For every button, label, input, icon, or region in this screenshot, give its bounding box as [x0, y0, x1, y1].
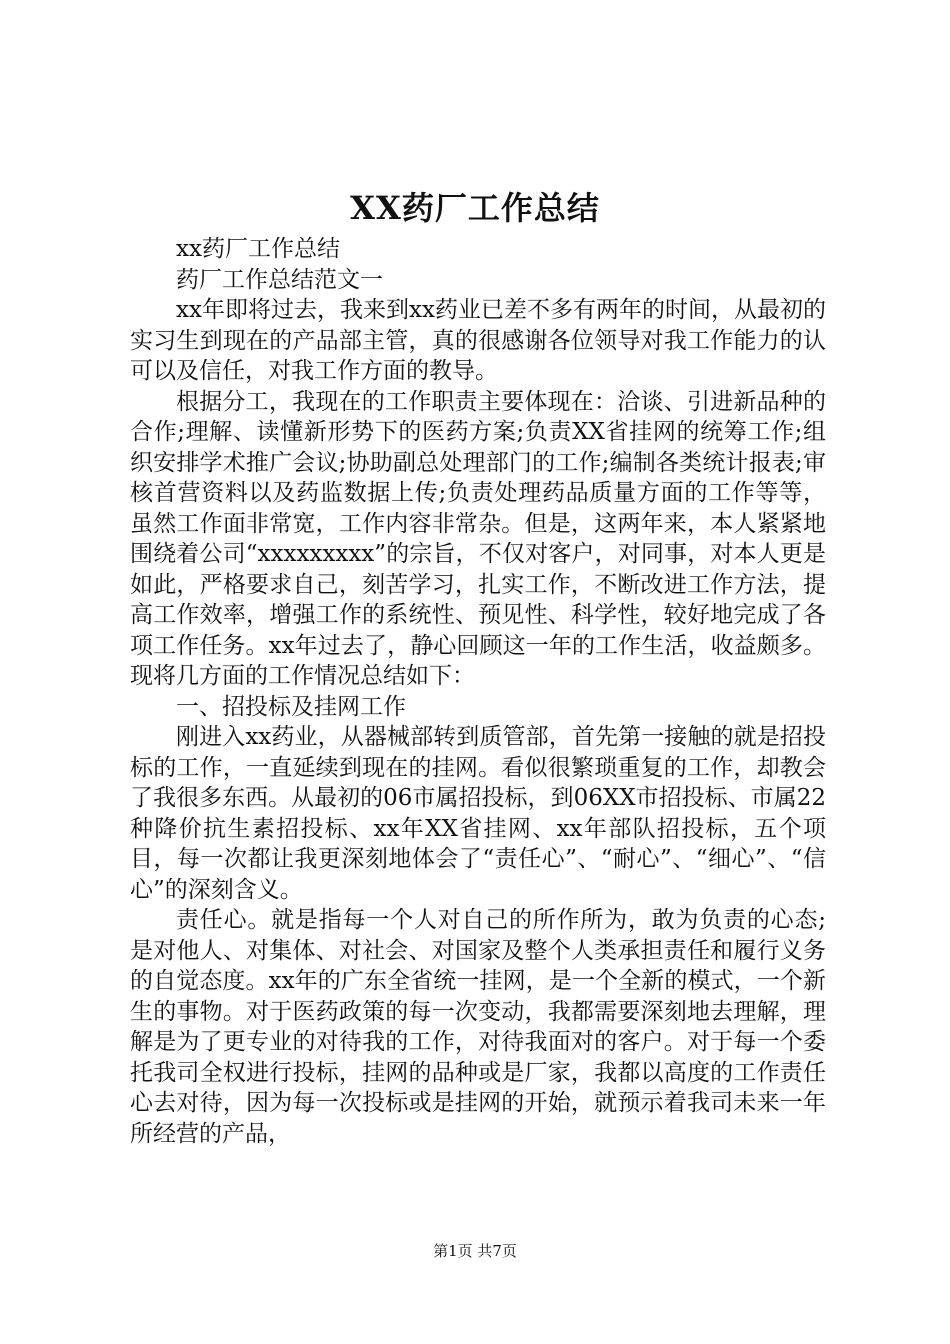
paragraph-subtitle: xx药厂工作总结 [176, 236, 340, 262]
paragraph-bidding: 刚进入xx药业，从器械部转到质管部，首先第一接触的就是招投标的工作，一直延续到现在的挂网。看似很繁琐重复的工作，却教会了我很多东西。从最初的06市属招投标，到06XX市招投标、市属22种降价抗生素招投标、xx年XX省挂网、xx年部队招投标，五个项目，每一次都让我更深刻地体会了“责任心”、“耐心”、“细心”、“信心”的深刻含义。 [130, 724, 826, 903]
paragraph-sample-heading: 药厂工作总结范文一 [176, 266, 383, 293]
paragraph-intro: xx年即将过去，我来到xx药业已差不多有两年的时间，从最初的实习生到现在的产品部主管，真的很感谢各位领导对我工作能力的认可以及信任，对我工作方面的教导。 [130, 297, 826, 384]
page-footer: 第1页 共7页 [433, 1242, 517, 1260]
paragraph-duties: 根据分工，我现在的工作职责主要体现在：洽谈、引进新品种的合作;理解、读懂新形势下的医药方案;负责XX省挂网的统筹工作;组织安排学术推广会议;协助副总处理部门的工作;编制各类统计报表;审核首营资料以及药监数据上传;负责处理药品质量方面的工作等等，虽然工作面非常宽，工作内容非常杂。但是，这两年来，本人紧紧地围绕着公司“xxxxxxxxx”的宗旨，不仅对客户，对同事，对本人更是如此，严格要求自己，刻苦学习，扎实工作，不断改进工作方法，提高工作效率，增强工作的系统性、预见性、科学性，较好地完成了各项工作任务。xx年过去了，静心回顾这一年的工作生活，收益颇多。现将几方面的工作情况总结如下： [130, 388, 826, 689]
paragraph-responsibility: 责任心。就是指每一个人对自己的所作所为，敢为负责的心态;是对他人、对集体、对社会、对国家及整个人类承担责任和履行义务的自觉态度。xx年的广东全省统一挂网，是一个全新的模式，一个新生的事物。对于医药政策的每一次变动，我都需要深刻地去理解，理解是为了更专业的对待我的工作，对待我面对的客户。对于每一个委托我司全权进行投标，挂网的品种或是厂家，我都以高度的工作责任心去对待，因为每一次投标或是挂网的开始，就预示着我司未来一年所经营的产品， [130, 907, 826, 1147]
document-title: XX药厂工作总结 [350, 189, 600, 227]
document-body [130, 234, 826, 1149]
section-heading-bidding: 一、招投标及挂网工作 [176, 693, 406, 720]
